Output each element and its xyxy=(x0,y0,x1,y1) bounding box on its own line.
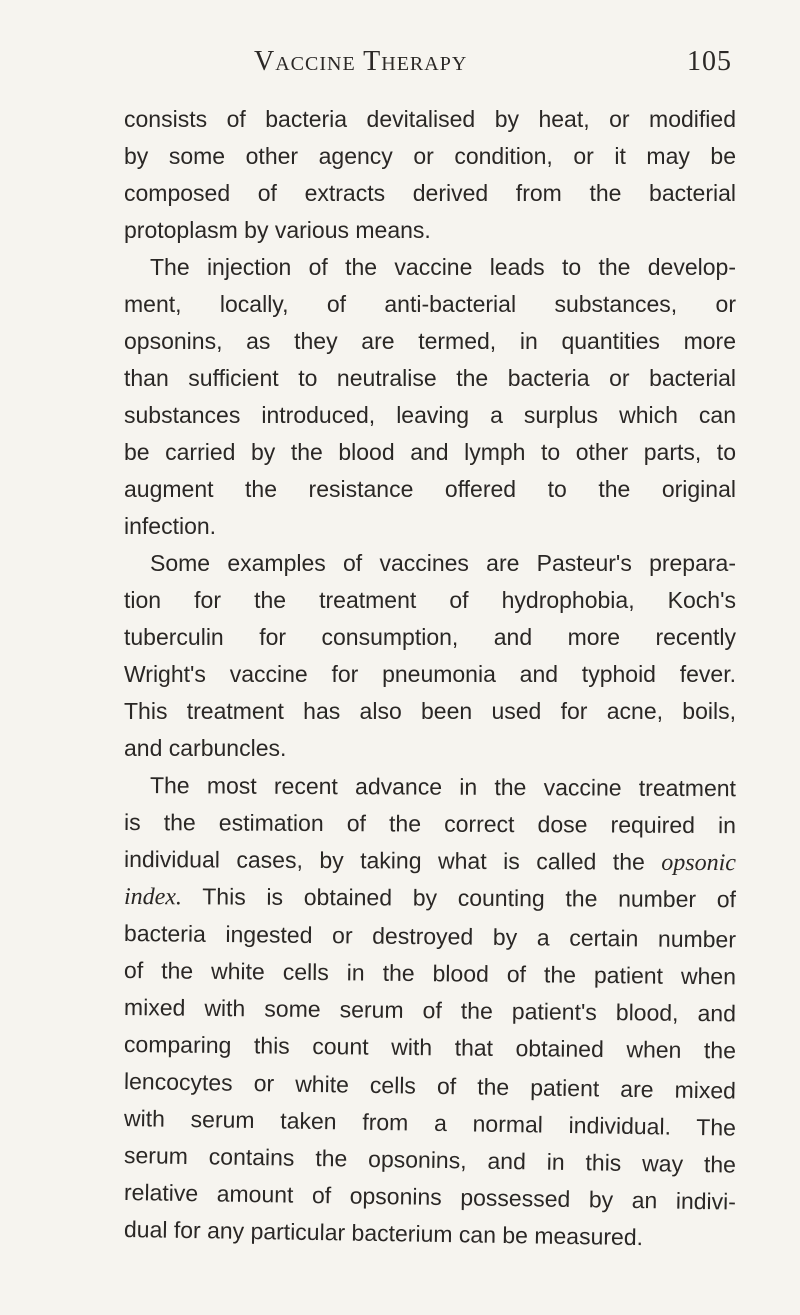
text-line: augment the resistance offered to the original xyxy=(124,476,736,502)
text-line: opsonins, as they are termed, in quantities more xyxy=(124,328,736,354)
text-line: substances introduced, leaving a surplus which can xyxy=(124,402,736,428)
text-line: The most recent advance in the vaccine treatment xyxy=(149,772,737,802)
running-head xyxy=(254,46,732,86)
text-line: relative amount of opsonins possessed by an indivi- xyxy=(123,1179,737,1215)
text-line: be carried by the blood and lymph to other parts, to xyxy=(124,439,736,465)
text-line: dual for any particular bacterium can be measured. xyxy=(123,1216,644,1251)
text-line: ment, locally, of anti-bacterial substances, or xyxy=(124,291,736,317)
text-line xyxy=(124,841,736,881)
text-line: is the estimation of the correct dose required in xyxy=(123,809,737,839)
running-title: Vaccine Therapy xyxy=(254,46,468,77)
text-line: protoplasm by various means. xyxy=(124,217,431,243)
italic-term: opsonic xyxy=(661,849,737,877)
text-line: tuberculin for consumption, and more recently xyxy=(124,624,736,650)
text-line xyxy=(124,878,736,918)
page-number: 105 xyxy=(687,46,732,77)
text-line: mixed with some serum of the patient's blood, and xyxy=(123,994,737,1027)
text-line: than sufficient to neutralise the bacteria or bacterial xyxy=(124,365,736,391)
text-line: infection. xyxy=(124,513,217,539)
text-line: This treatment has also been used for acne, boils, xyxy=(124,698,736,724)
text-line: and carbuncles. xyxy=(124,735,287,761)
body-text xyxy=(123,101,737,1251)
text-line-start: individual cases, by taking what is called the xyxy=(123,846,645,875)
text-line-rest: This is obtained by counting the number of xyxy=(202,883,737,913)
italic-term: index. xyxy=(123,884,183,911)
text-line: with serum taken from a normal individual. The xyxy=(123,1105,737,1141)
text-line: Wright's vaccine for pneumonia and typhoid fever. xyxy=(124,661,736,687)
text-line: bacteria ingested or destroyed by a certain number xyxy=(123,920,737,953)
text-line: consists of bacteria devitalised by heat, or modified xyxy=(124,106,736,132)
text-line: lencocytes or white cells of the patient are mixed xyxy=(123,1068,737,1104)
text-line: of the white cells in the blood of the patient when xyxy=(123,957,737,990)
text-line: serum contains the opsonins, and in this way the xyxy=(123,1142,737,1178)
text-line: The injection of the vaccine leads to the develop- xyxy=(150,254,736,280)
text-line: composed of extracts derived from the bacterial xyxy=(124,180,736,206)
text-line: Some examples of vaccines are Pasteur's prepara- xyxy=(150,550,736,576)
text-line: comparing this count with that obtained when the xyxy=(123,1031,737,1064)
text-line: tion for the treatment of hydrophobia, Koch's xyxy=(124,587,736,613)
text-line: by some other agency or condition, or it may be xyxy=(124,143,736,169)
